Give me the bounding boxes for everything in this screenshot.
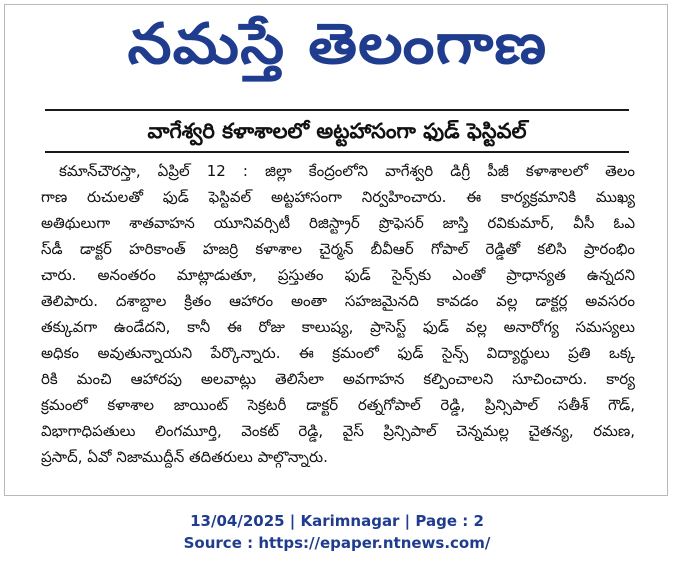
footer-source-link: Source : https://epaper.ntnews.com/ xyxy=(183,534,491,552)
article-body xyxy=(41,158,635,470)
article-line: స్‌డీ డాక్టర్ హరికాంత్ హజర్రి కళాశాల చైర్మన్ బీవీఆర్ గోపాల్ రెడ్డితో కలిసి ప్రారంభిం xyxy=(41,240,635,258)
source-footer xyxy=(0,510,674,554)
article-line: ప్రసాద్, ఏవో నిజాముద్దీన్ తదితరులు పాల్గొన్నారు. xyxy=(41,448,328,466)
article-line: గాణ రుచులతో ఫుడ్ ఫెస్టివల్ అట్టహాసంగా నిర్వహించారు. ఈ కార్యక్రమానికి ముఖ్య xyxy=(41,188,635,206)
article-line: విభాగాధిపతులు లింగమూర్తి, వెంకట్ రెడ్డి, వైస్ ప్రిన్సిపాల్ చెన్నమల్ల చైతన్య, రమణ, xyxy=(41,422,635,440)
newspaper-masthead xyxy=(5,5,669,83)
footer-date-edition: 13/04/2025 | Karimnagar | Page : 2 xyxy=(190,512,484,530)
article-line: అధికం అవుతున్నాయని పేర్కొన్నారు. ఈ క్రమంలో ఫుడ్ సైన్స్ విద్యార్థులు ప్రతి ఒక్క xyxy=(41,344,635,362)
article-line: రికి మంచి ఆహారపు అలవాట్లు తెలిసేలా అవగాహన కల్పించాలని సూచించారు. కార్య xyxy=(41,370,635,388)
article-line: తక్కువగా ఉండేదని, కానీ ఈ రోజు కాలుష్య, ప్రాసెస్ట్ ఫుడ్ వల్ల అనారోగ్య సమస్యలు xyxy=(41,318,635,336)
article-line: తెలిపారు. దశాబ్దాల క్రితం ఆహారం అంతా సహజమైనది కావడం వల్ల డాక్టర్ల అవసరం xyxy=(41,292,635,310)
article-line: చారు. అనంతరం మాట్లాడుతూ, ప్రస్తుతం ఫుడ్ సైన్స్‌కు ఎంతో ప్రాధాన్యత ఉన్నదని xyxy=(41,266,635,284)
article-line: కమాన్‌చౌరస్తా, ఏప్రిల్ 12 : జిల్లా కేంద్రంలోని వాగేశ్వరి డిగ్రీ పీజీ కళాశాలలో తెలం xyxy=(59,162,635,180)
headline-top-rule xyxy=(45,109,629,111)
article-line: అతిథులుగా శాతవాహన యూనివర్సిటీ రిజిస్ట్రార్ ప్రొఫెసర్ జాస్తి రవికుమార్, వీసీ ఓఎ xyxy=(41,214,635,232)
article-line: క్రమంలో కళాశాల జాయింట్ సెక్రటరీ డాక్టర్ రత్నగోపాల్ రెడ్డి, ప్రిన్సిపాల్ సతీశ్ గౌడ్, xyxy=(41,396,635,414)
masthead-logo-text: నమస్తే తెలంగాణ xyxy=(127,11,547,77)
headline-bottom-rule xyxy=(45,151,629,153)
article-headline: వాగేశ్వరి కళాశాలలో అట్టహాసంగా ఫుడ్ ఫెస్టివల్ xyxy=(147,119,527,143)
article-clipping xyxy=(4,4,668,496)
